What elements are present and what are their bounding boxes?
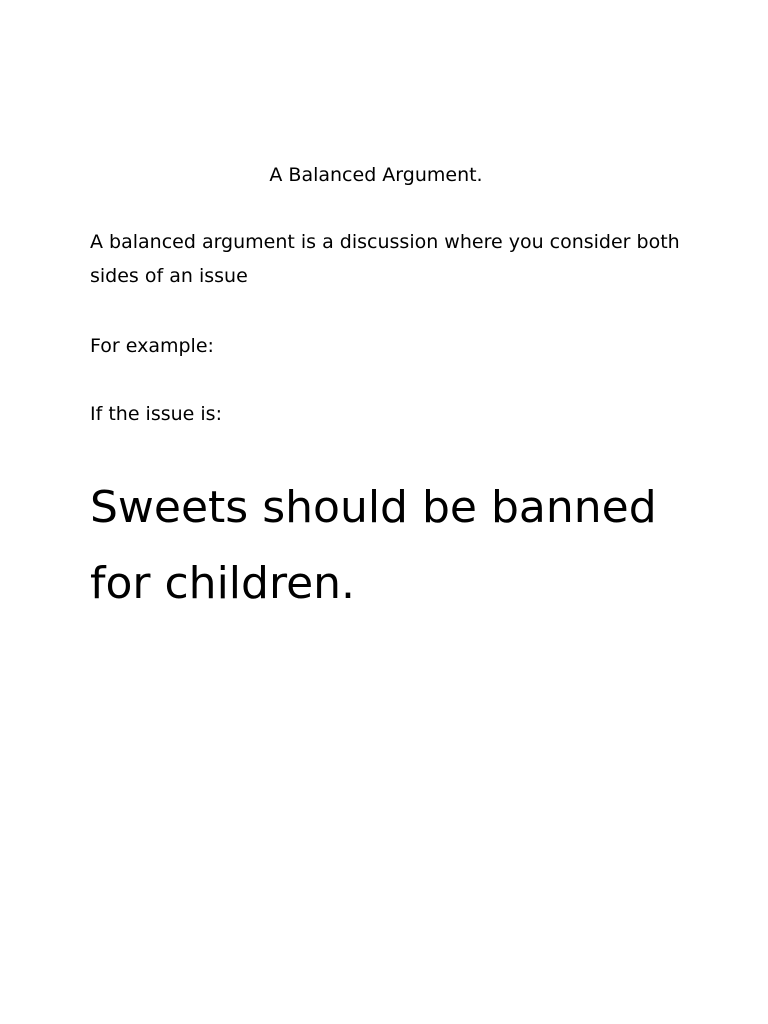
document-title: A Balanced Argument. xyxy=(269,164,483,186)
issue-statement: Sweets should be banned for children. xyxy=(90,482,657,609)
issue-intro: If the issue is: xyxy=(90,403,222,425)
definition-paragraph: A balanced argument is a discussion where you consider both sides of an issue xyxy=(90,231,680,287)
example-intro: For example: xyxy=(90,335,214,357)
